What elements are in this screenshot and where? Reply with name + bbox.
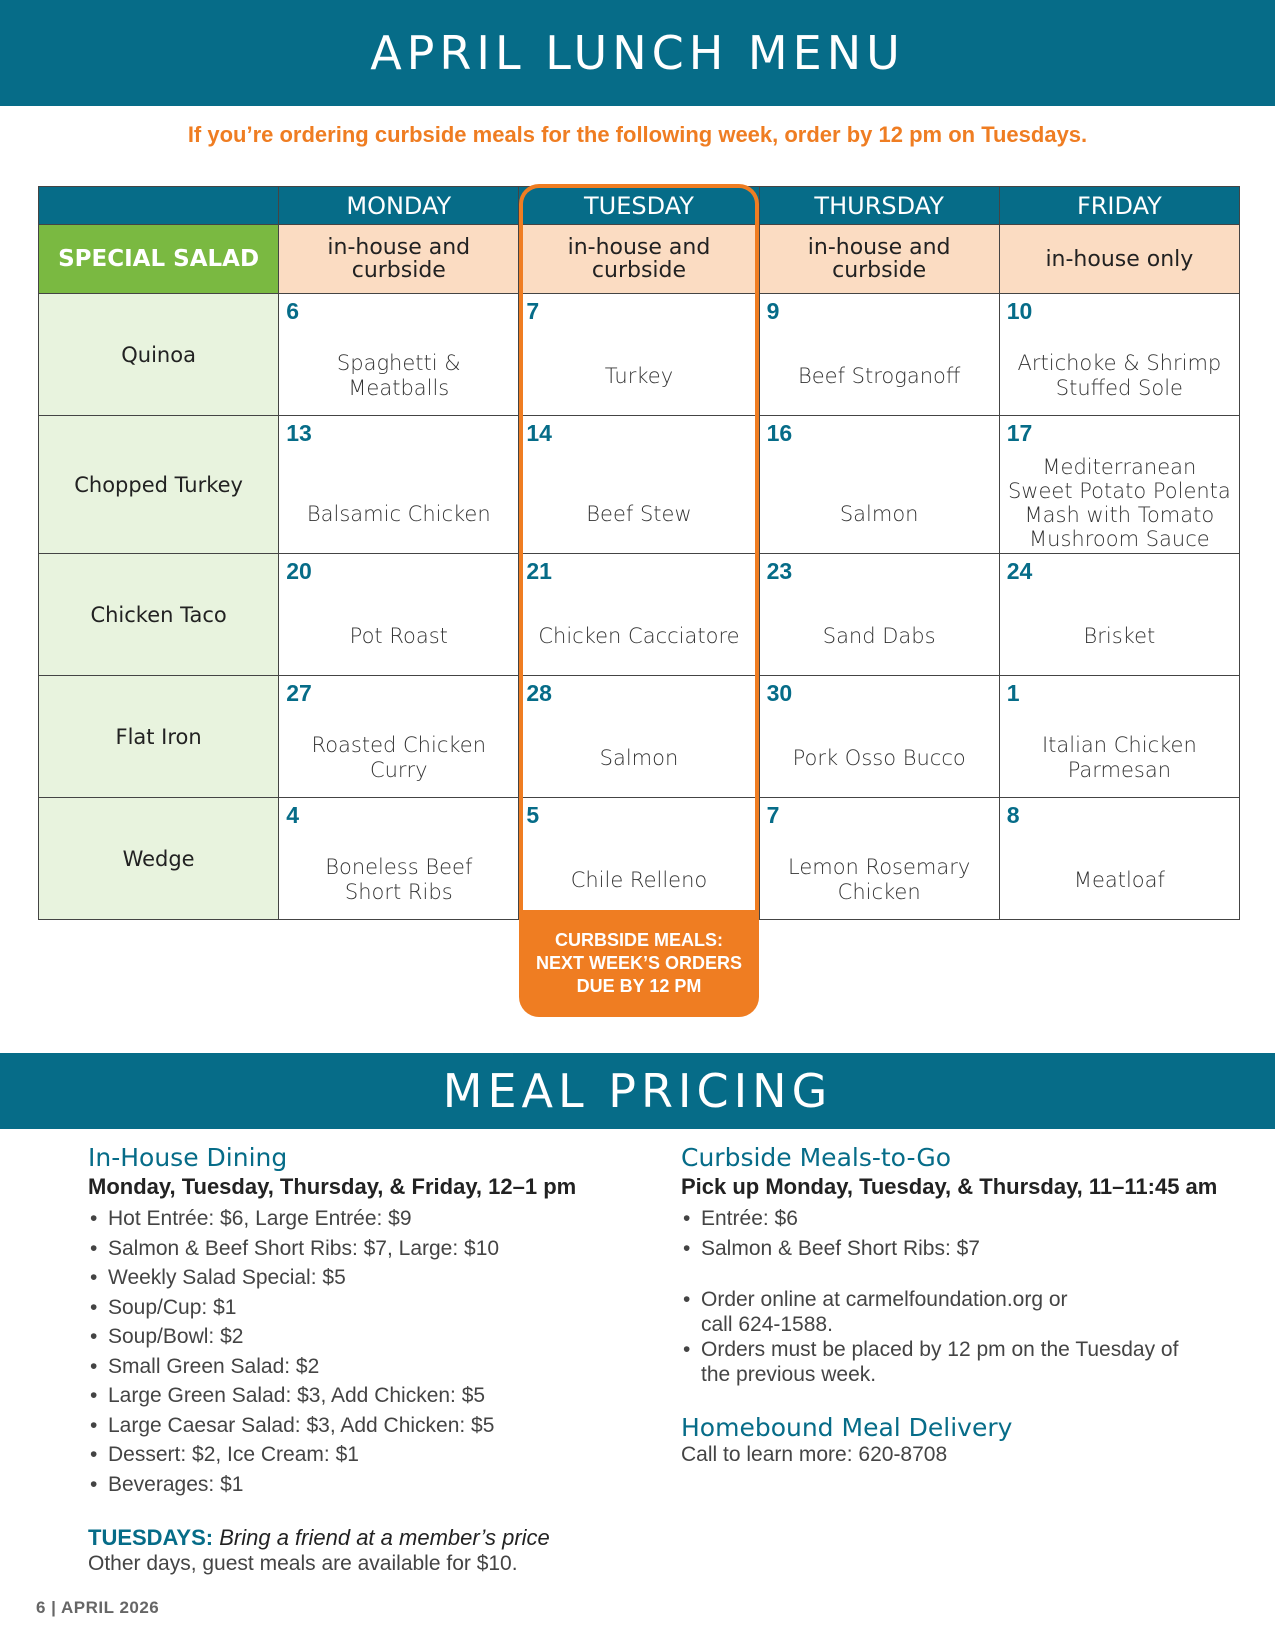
menu-day-cell (999, 798, 1239, 920)
table-row (39, 554, 1240, 676)
date-number: 7 (766, 802, 780, 828)
entree-name: Salmon (839, 502, 919, 526)
entree-name: Salmon (599, 746, 679, 770)
entree-name: Meatloaf (1073, 868, 1165, 892)
menu-day-cell (279, 554, 519, 676)
menu-day-cell (759, 554, 999, 676)
lunch-menu-table (38, 186, 1240, 920)
menu-day-cell (279, 416, 519, 554)
table-row (39, 676, 1240, 798)
entree-name: Chile Relleno (570, 868, 708, 892)
day-header-tuesday: TUESDAY (519, 187, 759, 225)
entree-name: Brisket (1083, 624, 1156, 648)
entree-name: Beef Stroganoff (797, 364, 961, 388)
list-item: • Orders must be placed by 12 pm on the Tuesday of the previous week. (681, 1337, 1241, 1387)
menu-day-cell (519, 294, 759, 416)
date-number: 30 (766, 680, 793, 706)
menu-day-cell (999, 294, 1239, 416)
entree-name: Pot Roast (349, 624, 448, 648)
date-number: 9 (766, 298, 780, 324)
entree-name: Pork Osso Bucco (792, 746, 966, 770)
curbside-hours: Pick up Monday, Tuesday, & Thursday, 11–11:45 am (681, 1174, 1218, 1199)
homebound-heading: Homebound Meal Delivery (681, 1413, 1013, 1442)
list-item: • Small Green Salad: $2 (88, 1352, 648, 1382)
entree-name: Chicken Cacciatore (538, 624, 740, 648)
tuesday-guest-offer: TUESDAYS: Bring a friend at a member’s price (88, 1525, 550, 1550)
in-house-hours: Monday, Tuesday, Thursday, & Friday, 12–1 pm (88, 1174, 577, 1199)
menu-title: APRIL LUNCH MENU (370, 26, 905, 80)
special-salad-cell: Chopped Turkey (39, 416, 279, 554)
menu-day-cell (519, 798, 759, 920)
menu-day-cell (519, 416, 759, 554)
entree-name: Artichoke & Shrimp Stuffed Sole (1017, 351, 1222, 400)
date-number: 5 (526, 802, 540, 828)
special-salad-cell: Chicken Taco (39, 554, 279, 676)
date-number: 4 (286, 802, 299, 828)
date-number: 27 (286, 680, 312, 706)
date-number: 23 (766, 558, 793, 584)
curbside-order-notes (681, 1287, 1241, 1387)
date-number: 8 (1006, 802, 1020, 828)
curbside-heading: Curbside Meals-to-Go (681, 1143, 952, 1172)
menu-day-cell (279, 798, 519, 920)
homebound-text: Call to learn more: 620-8708 (681, 1443, 948, 1466)
list-item: • Soup/Cup: $1 (88, 1293, 648, 1323)
special-salad-cell: Flat Iron (39, 676, 279, 798)
list-item: • Soup/Bowl: $2 (88, 1322, 648, 1352)
date-number: 20 (286, 558, 312, 584)
menu-day-cell (759, 676, 999, 798)
day-header-thursday: THURSDAY (759, 187, 999, 225)
date-number: 13 (286, 420, 312, 446)
date-number: 24 (1006, 558, 1033, 584)
order-deadline-note: If you’re ordering curbside meals for the following week, order by 12 pm on Tuesdays. (187, 122, 1088, 147)
entree-name: Sand Dabs (822, 624, 936, 648)
curbside-deadline-badge: CURBSIDE MEALS: NEXT WEEK’S ORDERS DUE BY 12 PM (519, 910, 759, 1017)
in-house-heading: In-House Dining (88, 1143, 288, 1172)
curbside-section (681, 1143, 1241, 1468)
list-item: • Dessert: $2, Ice Cream: $1 (88, 1440, 648, 1470)
menu-day-cell (999, 554, 1239, 676)
list-item: • Hot Entrée: $6, Large Entrée: $9 (88, 1204, 648, 1234)
menu-day-cell (999, 416, 1239, 554)
date-number: 10 (1006, 298, 1033, 324)
guest-meal-note: Other days, guest meals are available for $10. (88, 1552, 518, 1575)
service-type-monday: in-house and curbside (279, 225, 519, 294)
menu-day-cell (759, 798, 999, 920)
entree-name: Balsamic Chicken (306, 502, 491, 526)
date-number: 1 (1006, 680, 1020, 706)
page-footer: 6 | APRIL 2026 (36, 1598, 160, 1617)
list-item: • Large Caesar Salad: $3, Add Chicken: $5 (88, 1411, 648, 1441)
date-number: 6 (286, 298, 299, 324)
entree-name: Italian Chicken Parmesan (1041, 733, 1197, 782)
date-number: 16 (766, 420, 793, 446)
entree-name: Boneless Beef Short Ribs (325, 855, 473, 904)
curbside-price-list (681, 1204, 1241, 1263)
menu-day-cell (759, 294, 999, 416)
menu-day-cell (519, 676, 759, 798)
service-type-tuesday: in-house and curbside (519, 225, 759, 294)
service-type-thursday: in-house and curbside (759, 225, 999, 294)
date-number: 7 (526, 298, 540, 324)
list-item: • Large Green Salad: $3, Add Chicken: $5 (88, 1381, 648, 1411)
menu-day-cell (279, 294, 519, 416)
menu-day-cell (999, 676, 1239, 798)
menu-day-cell (519, 554, 759, 676)
day-header-friday: FRIDAY (999, 187, 1239, 225)
list-item: • Entrée: $6 (681, 1204, 1241, 1234)
entree-name: Roasted Chicken Curry (311, 733, 487, 782)
menu-day-cell (759, 416, 999, 554)
date-number: 28 (526, 680, 552, 706)
entree-name: Turkey (604, 364, 674, 388)
entree-name: Spaghetti & Meatballs (336, 351, 461, 400)
date-number: 17 (1006, 420, 1033, 446)
in-house-dining-section (88, 1143, 648, 1577)
list-item: • Salmon & Beef Short Ribs: $7, Large: $10 (88, 1234, 648, 1264)
table-corner (39, 187, 279, 225)
list-item: • Weekly Salad Special: $5 (88, 1263, 648, 1293)
meal-pricing-banner (0, 1053, 1275, 1129)
special-salad-cell: Quinoa (39, 294, 279, 416)
special-salad-header: SPECIAL SALAD (39, 225, 279, 294)
list-item: • Salmon & Beef Short Ribs: $7 (681, 1234, 1241, 1264)
table-row (39, 798, 1240, 920)
meal-pricing-title: MEAL PRICING (442, 1064, 833, 1118)
service-type-friday: in-house only (999, 225, 1239, 294)
date-number: 21 (526, 558, 552, 584)
table-row (39, 294, 1240, 416)
special-salad-cell: Wedge (39, 798, 279, 920)
menu-title-banner (0, 0, 1275, 106)
in-house-price-list (88, 1204, 648, 1499)
menu-day-cell (279, 676, 519, 798)
date-number: 14 (526, 420, 552, 446)
day-header-monday: MONDAY (279, 187, 519, 225)
entree-name: Mediterranean Sweet Potato Polenta Mash with Tomato Mushroom Sauce (1007, 455, 1231, 551)
table-row (39, 416, 1240, 554)
list-item: • Beverages: $1 (88, 1470, 648, 1500)
list-item: • Order online at carmelfoundation.org or call 624-1588. (681, 1287, 1241, 1337)
entree-name: Beef Stew (586, 502, 692, 526)
entree-name: Lemon Rosemary Chicken (788, 855, 971, 904)
